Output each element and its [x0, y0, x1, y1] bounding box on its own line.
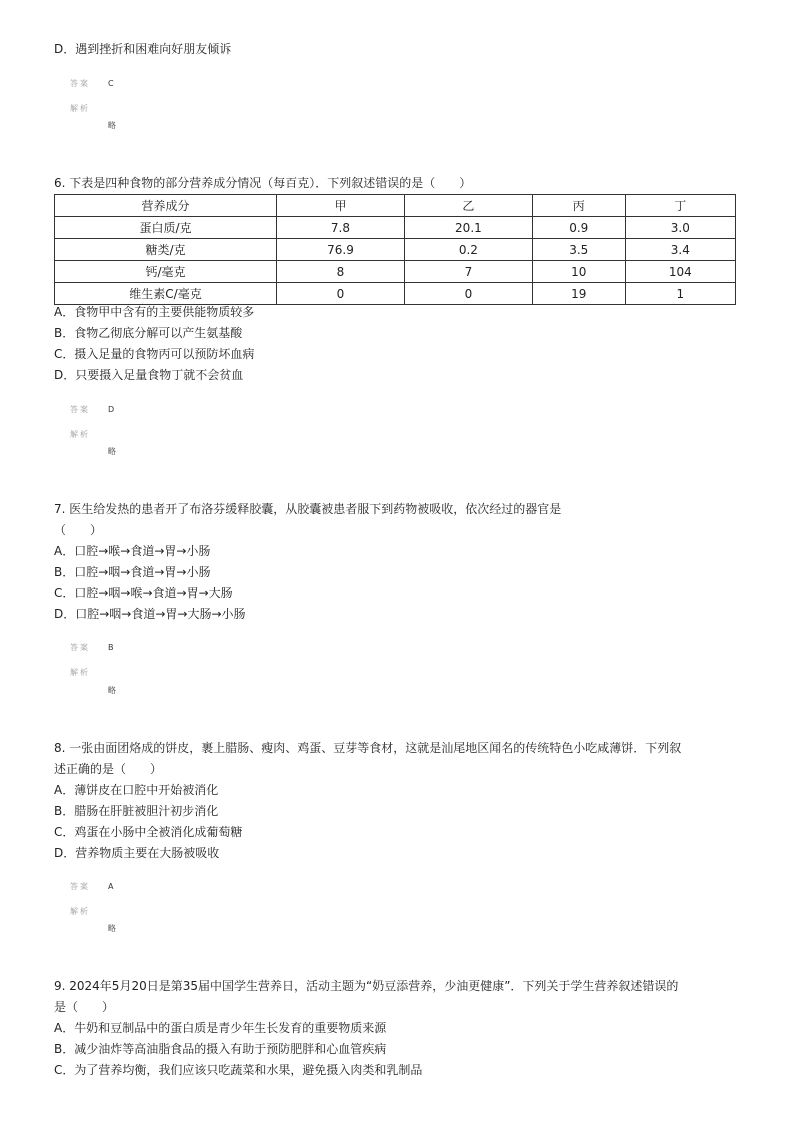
q7-stem-line1: 7. 医生给发热的患者开了布洛芬缓释胶囊，从胶囊被患者服下到药物被吸收，依次经过的器官是	[54, 502, 562, 516]
table-row	[55, 283, 736, 305]
q6-answer: D	[108, 405, 115, 414]
q6-answer-label: 答案	[70, 405, 90, 414]
table-cell: 0	[404, 283, 532, 305]
q9-option-b: B．减少油炸等高油脂食品的摄入有助于预防肥胖和心血管疾病	[54, 1042, 387, 1056]
q6-analysis: 略	[108, 447, 116, 456]
q5-answer-label: 答案	[70, 79, 90, 88]
q6-option-b: B．食物乙彻底分解可以产生氨基酸	[54, 326, 243, 340]
q8-answer-label: 答案	[70, 882, 90, 891]
q8-option-a: A．薄饼皮在口腔中开始被消化	[54, 783, 219, 797]
table-cell: 3.4	[625, 239, 735, 261]
q9-option-a: A．牛奶和豆制品中的蛋白质是青少年生长发育的重要物质来源	[54, 1021, 387, 1035]
table-cell: 钙/毫克	[55, 261, 277, 283]
q8-analysis: 略	[108, 924, 116, 933]
q7-answer: B	[108, 643, 114, 652]
table-header-cell: 甲	[277, 195, 405, 217]
nutrition-table	[54, 194, 736, 305]
q5-answer: C	[108, 79, 114, 88]
q9-stem-line1: 9. 2024年5月20日是第35届中国学生营养日，活动主题为“奶豆添营养，少油更健康”．下列关于学生营养叙述错误的	[54, 979, 679, 993]
table-header-cell: 丙	[532, 195, 625, 217]
table-cell: 糖类/克	[55, 239, 277, 261]
table-cell: 3.0	[625, 217, 735, 239]
table-cell: 0.2	[404, 239, 532, 261]
table-cell: 7	[404, 261, 532, 283]
q6-option-a: A．食物甲中含有的主要供能物质较多	[54, 305, 255, 319]
q7-option-a: A．口腔→喉→食道→胃→小肠	[54, 544, 211, 558]
q7-answer-label: 答案	[70, 643, 90, 652]
q5-analysis-label: 解析	[70, 104, 90, 113]
q7-option-d: D．口腔→咽→食道→胃→大肠→小肠	[54, 607, 246, 621]
q8-stem-line2: 述正确的是（ ）	[54, 762, 163, 776]
table-cell: 0.9	[532, 217, 625, 239]
q5-analysis: 略	[108, 121, 116, 130]
q8-option-b: B．腊肠在肝脏被胆汁初步消化	[54, 804, 219, 818]
table-cell: 蛋白质/克	[55, 217, 277, 239]
q6-option-d: D．只要摄入足量食物丁就不会贫血	[54, 368, 244, 382]
table-cell: 20.1	[404, 217, 532, 239]
table-cell: 1	[625, 283, 735, 305]
table-header-cell: 营养成分	[55, 195, 277, 217]
q7-option-c: C．口腔→咽→喉→食道→胃→大肠	[54, 586, 233, 600]
table-cell: 10	[532, 261, 625, 283]
q7-stem-line2: （ ）	[54, 523, 103, 537]
table-cell: 0	[277, 283, 405, 305]
q7-option-b: B．口腔→咽→食道→胃→小肠	[54, 565, 211, 579]
table-header-row	[55, 195, 736, 217]
table-cell: 76.9	[277, 239, 405, 261]
q6-option-c: C．摄入足量的食物丙可以预防坏血病	[54, 347, 255, 361]
q7-analysis-label: 解析	[70, 668, 90, 677]
q8-option-d: D．营养物质主要在大肠被吸收	[54, 846, 220, 860]
table-cell: 维生素C/毫克	[55, 283, 277, 305]
q8-answer: A	[108, 882, 114, 891]
q8-stem-line1: 8. 一张由面团烙成的饼皮，裹上腊肠、瘦肉、鸡蛋、豆芽等食材，这就是汕尾地区闻名的传统特色小吃咸薄饼．下列叙	[54, 741, 682, 755]
table-cell: 104	[625, 261, 735, 283]
table-cell: 7.8	[277, 217, 405, 239]
q9-option-c: C．为了营养均衡，我们应该只吃蔬菜和水果，避免摄入肉类和乳制品	[54, 1063, 423, 1077]
table-cell: 3.5	[532, 239, 625, 261]
table-row	[55, 239, 736, 261]
q6-stem: 6. 下表是四种食物的部分营养成分情况（每百克）．下列叙述错误的是（ ）	[54, 176, 472, 190]
q6-analysis-label: 解析	[70, 430, 90, 439]
table-header-cell: 乙	[404, 195, 532, 217]
q7-analysis: 略	[108, 686, 116, 695]
q8-analysis-label: 解析	[70, 907, 90, 916]
table-cell: 8	[277, 261, 405, 283]
q8-option-c: C．鸡蛋在小肠中全被消化成葡萄糖	[54, 825, 243, 839]
q9-stem-line2: 是（ ）	[54, 1000, 115, 1014]
table-cell: 19	[532, 283, 625, 305]
q5-option-d: D．遇到挫折和困难向好朋友倾诉	[54, 42, 232, 56]
table-row	[55, 217, 736, 239]
table-header-cell: 丁	[625, 195, 735, 217]
table-row	[55, 261, 736, 283]
